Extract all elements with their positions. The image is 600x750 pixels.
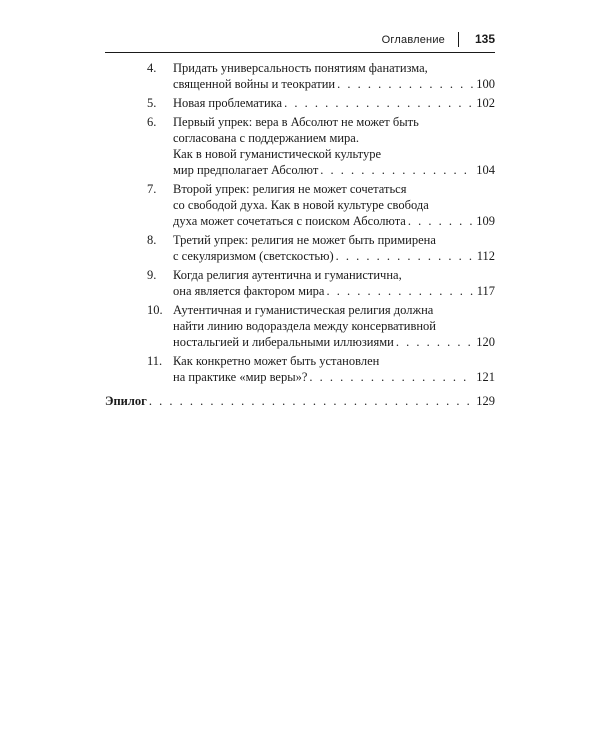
table-of-contents [105, 60, 495, 412]
running-header [105, 30, 495, 53]
toc-entry-title-line: священной войны и теократии [173, 77, 336, 91]
dot-leader [396, 334, 474, 350]
page-number: 135 [474, 32, 495, 46]
toc-entry-title-line: найти линию водораздела между консервативной [173, 319, 436, 333]
toc-entry-page: 100 [476, 77, 495, 91]
toc-entry-page: 121 [476, 370, 495, 384]
toc-entry-page: 112 [476, 249, 495, 263]
toc-entry[interactable] [105, 232, 495, 264]
toc-entry[interactable] [105, 95, 495, 111]
header-separator [458, 32, 459, 47]
toc-entry-title-line: духа может сочетаться с поиском Абсолюта [173, 214, 406, 228]
toc-entry-number: 9. [147, 268, 157, 282]
toc-entry[interactable] [105, 60, 495, 92]
toc-entry-number: 6. [147, 115, 157, 129]
dot-leader [284, 95, 474, 111]
toc-entry-epilog[interactable] [105, 393, 495, 409]
toc-entry-title-line: мир предполагает Абсолют [173, 163, 319, 177]
dot-leader [326, 283, 474, 299]
toc-entry-title-line: Третий упрек: религия не может быть примирена [173, 233, 436, 247]
toc-entry-number: 7. [147, 182, 157, 196]
toc-entry-title-line: Как в новой гуманистической культуре [173, 147, 382, 161]
toc-entry-number: 8. [147, 233, 157, 247]
dot-leader [336, 248, 475, 264]
toc-entry-page: 120 [476, 335, 495, 349]
dot-leader [309, 369, 474, 385]
toc-entry-title-line: Первый упрек: вера в Абсолют не может быть [173, 115, 419, 129]
running-header-title: Оглавление [381, 34, 445, 46]
toc-entry-page: 109 [476, 214, 495, 228]
toc-entry-number: 10. [147, 303, 163, 317]
toc-entry-number: 5. [147, 96, 157, 110]
toc-entry-title-line: с секуляризмом (светскостью) [173, 249, 334, 263]
toc-epilog-title: Эпилог [105, 394, 147, 408]
toc-entry-title-line: Когда религия аутентична и гуманистична, [173, 268, 402, 282]
toc-entry-title-line: со свободой духа. Как в новой культуре свобода [173, 198, 429, 212]
toc-entry-title-line: ностальгией и либеральными иллюзиями [173, 335, 394, 349]
dot-leader [149, 393, 474, 409]
toc-entry-page: 104 [476, 163, 495, 177]
toc-entry-title-line: она является фактором мира [173, 284, 325, 298]
dot-leader [320, 162, 474, 178]
toc-entry-title-line: Придать универсальность понятиям фанатизма, [173, 61, 428, 75]
toc-entry-page: 117 [476, 284, 495, 298]
toc-entry-number: 4. [147, 61, 157, 75]
toc-entry-title-line: согласована с поддержанием мира. [173, 131, 359, 145]
toc-entry-title-line: Второй упрек: религия не может сочетаться [173, 182, 407, 196]
dot-leader [337, 76, 474, 92]
toc-entry-title-line: на практике «мир веры»? [173, 370, 308, 384]
toc-entry-title-line: Новая проблематика [173, 96, 283, 110]
toc-entry[interactable] [105, 114, 495, 178]
toc-entry[interactable] [105, 353, 495, 385]
toc-entry-title-line: Аутентичная и гуманистическая религия должна [173, 303, 434, 317]
toc-entry-page: 102 [476, 96, 495, 110]
toc-entry[interactable] [105, 302, 495, 350]
toc-entry-number: 11. [147, 354, 163, 368]
toc-entry[interactable] [105, 181, 495, 229]
dot-leader [408, 213, 474, 229]
toc-epilog-page: 129 [476, 394, 495, 408]
toc-entry-title-line: Как конкретно может быть установлен [173, 354, 380, 368]
toc-entry[interactable] [105, 267, 495, 299]
